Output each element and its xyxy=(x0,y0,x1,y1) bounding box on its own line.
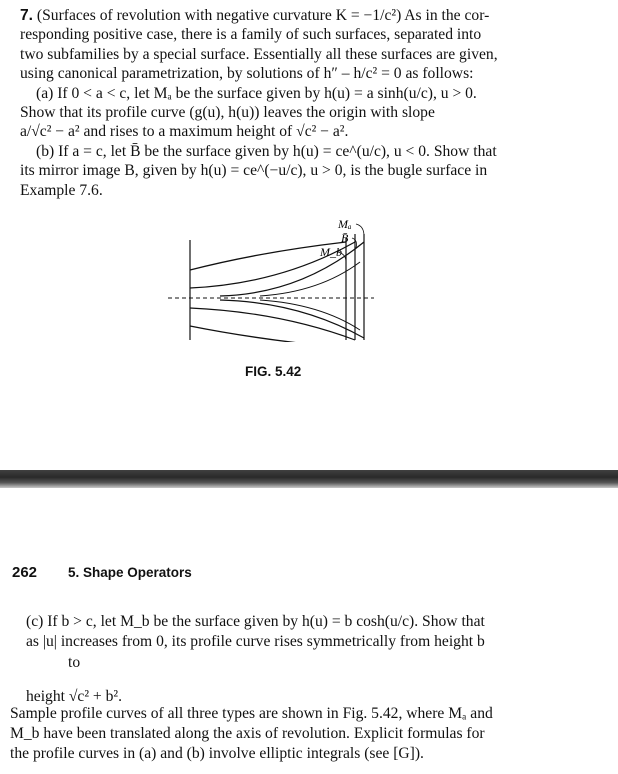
problem-number: 7. xyxy=(20,7,34,24)
problem-line-4: using canonical parametrization, by solutions of h″ – h/c² = 0 as follows: xyxy=(20,65,474,83)
label-bbar: B̄ xyxy=(341,231,349,245)
profile-curve-ma-inner-top xyxy=(260,262,360,296)
paragraph-line-1: Sample profile curves of all three types are shown in Fig. 5.42, where Mₐ and xyxy=(10,705,493,722)
problem-line-2: responding positive case, there is a family of such surfaces, separated into xyxy=(20,26,482,44)
problem-line-3: two subfamilies by a special surface. Essentially all these surfaces are given, xyxy=(20,45,498,63)
part-c-line-3: to xyxy=(68,654,81,671)
part-a-line-1: (a) If 0 < a < c, let Mₐ be the surface given by h(u) = a sinh(u/c), u > 0. xyxy=(36,84,477,102)
part-b-line-1: (b) If a = c, let B̄ be the surface given by h(u) = ce^(u/c), u < 0. Show that xyxy=(36,142,497,160)
label-mb: M_b xyxy=(320,245,342,259)
part-c-line-1: (c) If b > c, let M_b be the surface given by h(u) = b cosh(u/c). Show that xyxy=(26,613,485,630)
paragraph-line-3: the profile curves in (a) and (b) involve elliptic integrals (see [G]). xyxy=(10,745,424,762)
problem-line xyxy=(20,6,540,25)
paragraph-line-2: M_b have been translated along the axis of revolution. Explicit formulas for xyxy=(10,725,485,742)
profile-curve-ma-top xyxy=(220,242,364,296)
part-a-line-2: Show that its profile curve (g(u), h(u)) leaves the origin with slope xyxy=(20,104,435,122)
profile-curve-ma-bottom xyxy=(220,300,364,338)
figure-5-42 xyxy=(160,212,380,342)
chapter-title: 5. Shape Operators xyxy=(68,565,192,580)
profile-curve-b-bottom xyxy=(190,308,355,340)
part-c-line-2: as |u| increases from 0, its profile curve rises symmetrically from height b xyxy=(26,633,485,650)
part-b-line-2: its mirror image B, given by h(u) = ce^(−u/c), u > 0, is the bugle surface in xyxy=(20,162,488,180)
page-number: 262 xyxy=(12,564,38,581)
part-c-line-4: height √c² + b². xyxy=(26,688,122,705)
part-b-line-3: Example 7.6. xyxy=(20,181,103,199)
label-ma: Mₐ xyxy=(338,217,352,231)
problem-line-1: (Surfaces of revolution with negative curvature K = −1/c²) As in the cor- xyxy=(36,7,490,24)
profile-curve-mb-bottom xyxy=(190,326,346,342)
label-pointer-ma xyxy=(356,224,364,236)
closing-paragraph xyxy=(10,704,534,764)
part-c xyxy=(26,612,532,707)
running-header xyxy=(12,564,192,582)
page-separator xyxy=(0,470,618,488)
part-a-line-3: a/√c² − a² and rises to a maximum height of √c² − a². xyxy=(20,123,349,141)
figure-caption: FIG. 5.42 xyxy=(245,364,302,379)
problem-7 xyxy=(20,6,540,200)
